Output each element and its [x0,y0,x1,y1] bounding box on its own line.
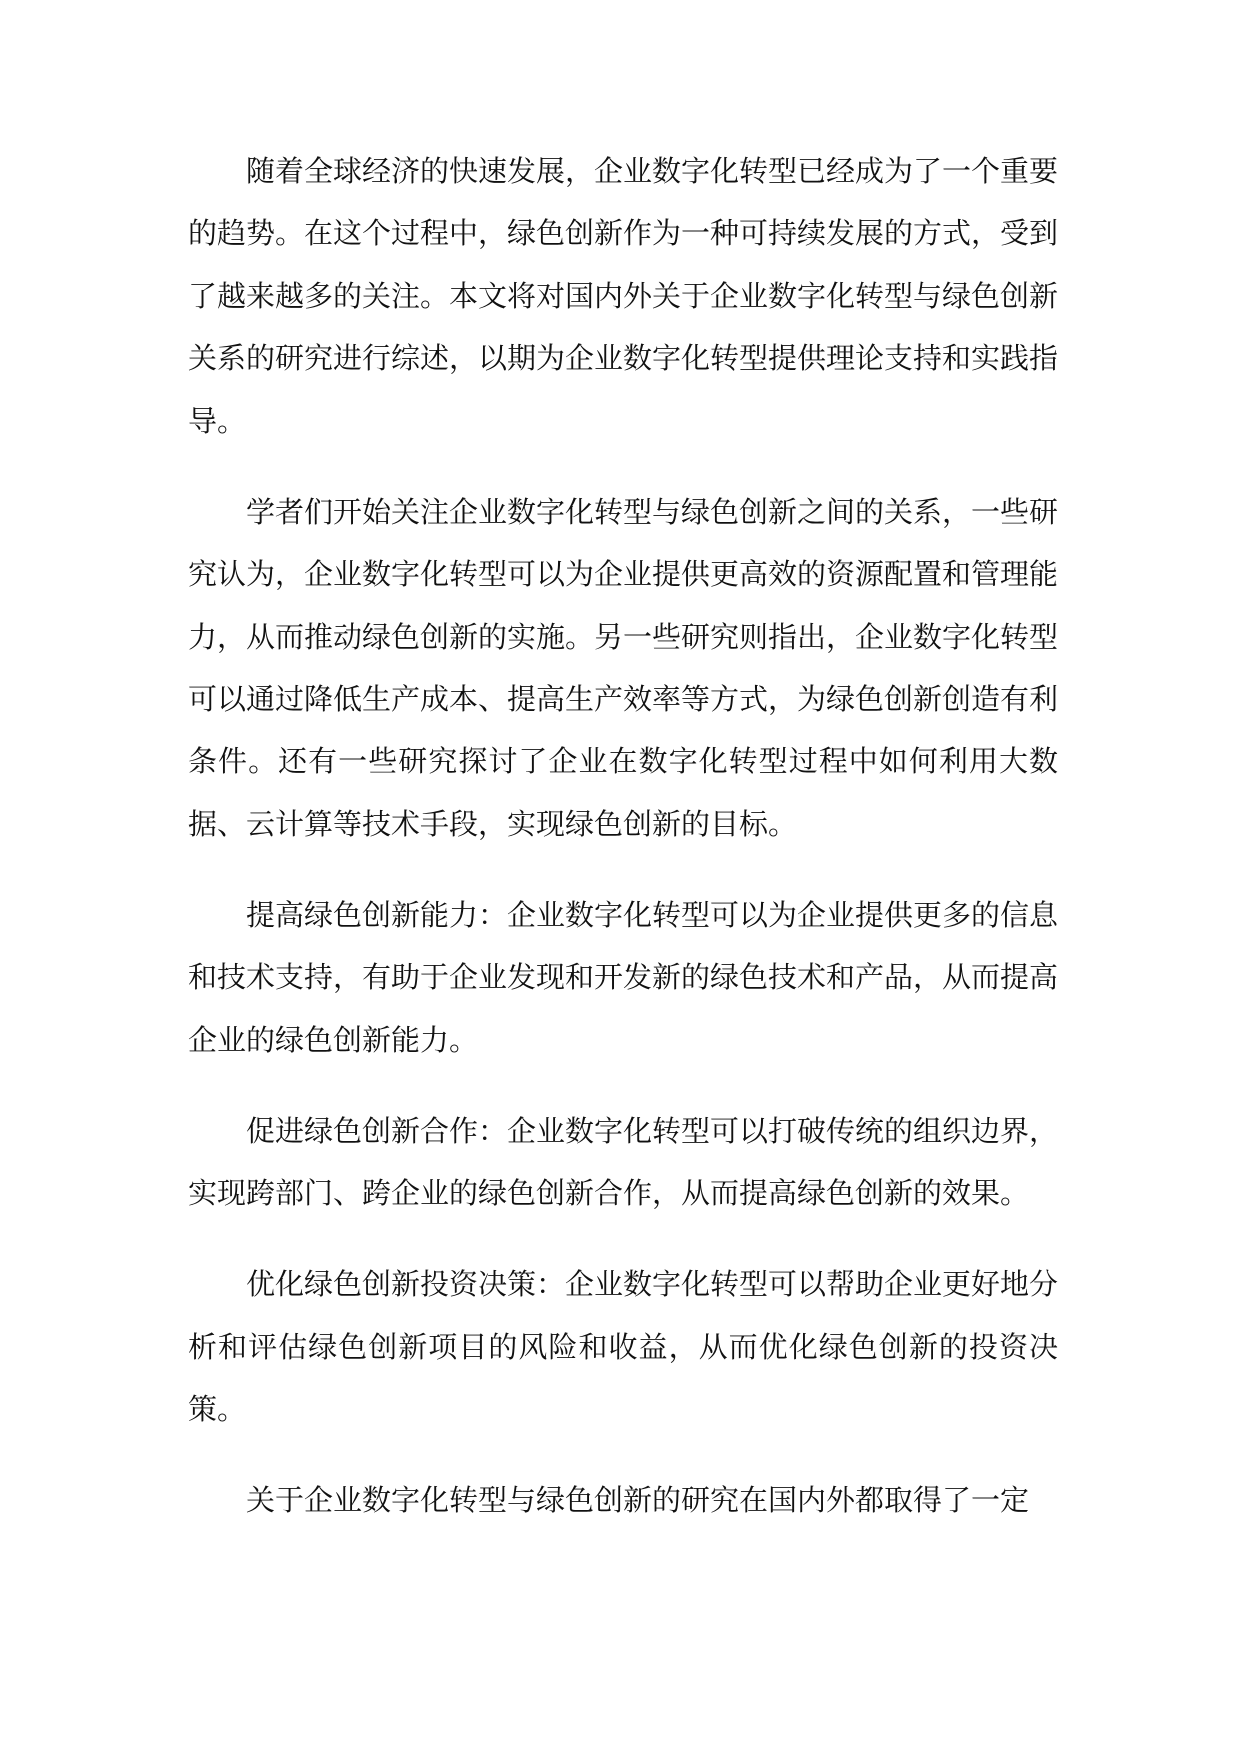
paragraph-research-status: 关于企业数字化转型与绿色创新的研究在国内外都取得了一定 [246,1483,1030,1518]
paragraph-investment-decision: 优化绿色创新投资决策：企业数字化转型可以帮助企业更好地分析和评估绿色创新项目的风险和收益，从而优化绿色创新的投资决策。 [188,1267,1059,1427]
paragraph-research-relationship: 学者们开始关注企业数字化转型与绿色创新之间的关系，一些研究认为，企业数字化转型可以为企业提供更高效的资源配置和管理能力，从而推动绿色创新的实施。另一些研究则指出，企业数字化转型可以通过降低生产成本、提高生产效率等方式，为绿色创新创造有利条件。还有一些研究探讨了企业在数字化转型过程中如何利用大数据、云计算等技术手段，实现绿色创新的目标。 [188,494,1059,841]
paragraph-innovation-cooperation: 促进绿色创新合作：企业数字化转型可以打破传统的组织边界，实现跨部门、跨企业的绿色创新合作，从而提高绿色创新的效果。 [188,1113,1059,1211]
document-body [188,140,1058,1560]
paragraph-intro: 随着全球经济的快速发展，企业数字化转型已经成为了一个重要的趋势。在这个过程中，绿色创新作为一种可持续发展的方式，受到了越来越多的关注。本文将对国内外关于企业数字化转型与绿色创新关系的研究进行综述，以期为企业数字化转型提供理论支持和实践指导。 [188,154,1059,438]
paragraph-innovation-capability: 提高绿色创新能力：企业数字化转型可以为企业提供更多的信息和技术支持，有助于企业发现和开发新的绿色技术和产品，从而提高企业的绿色创新能力。 [188,897,1059,1057]
